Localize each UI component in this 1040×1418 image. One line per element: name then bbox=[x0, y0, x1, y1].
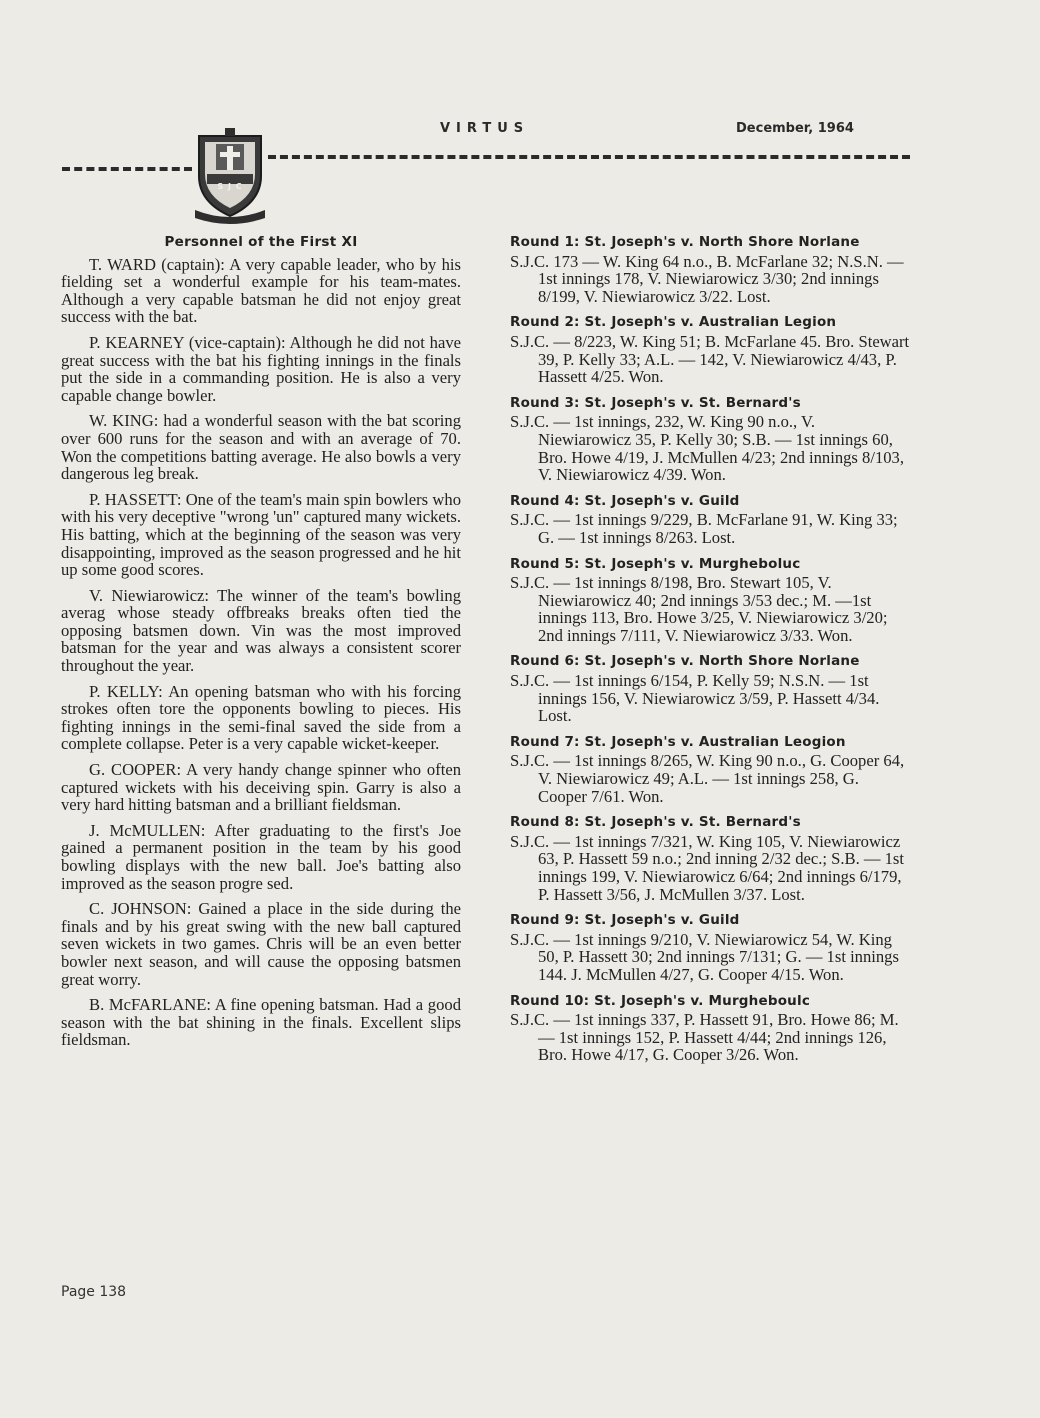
player-paragraph: W. KING: had a wonderful season with the bat scoring over 600 runs for the season and with an average of 70. Won the competitions batting average. He also bowls a very dangerous leg break. bbox=[61, 411, 461, 484]
school-crest-icon bbox=[191, 124, 269, 224]
issue-date: December, 1964 bbox=[736, 121, 854, 136]
round-scores: S.J.C. — 1st innings 8/198, Bro. Stewart 105, V. Niewiarowicz 40; 2nd innings 3/53 dec.; M. —1st innings 113, Bro. Howe 3/25, V. Niewiarowicz 3/20; 2nd innings 7/111, V. Niewiarowicz 3/33. Won. bbox=[510, 573, 888, 645]
round-title: Round 5: St. Joseph's v. Murgheboluc bbox=[510, 555, 801, 572]
round-result bbox=[510, 993, 910, 1064]
personnel-column bbox=[61, 234, 461, 1057]
player-paragraph: B. McFARLANE: A fine opening batsman. Had a good season with the bat shining in the finals. Excellent slips fieldsman. bbox=[61, 995, 461, 1050]
header-rule-left bbox=[62, 167, 192, 171]
results-column bbox=[510, 234, 910, 1073]
round-title: Round 1: St. Joseph's v. North Shore Norlane bbox=[510, 234, 860, 250]
round-title: Round 2: St. Joseph's v. Australian Legion bbox=[510, 314, 837, 331]
player-paragraph: T. WARD (captain): A very capable leader, who by his fielding set a wonderful example for his team-mates. Although a very capable batsman he did not enjoy great success with the bat. bbox=[61, 254, 461, 327]
round-result bbox=[510, 314, 910, 385]
round-result bbox=[510, 493, 910, 547]
round-title: Round 3: St. Joseph's v. St. Bernard's bbox=[510, 394, 801, 411]
round-result bbox=[510, 814, 910, 903]
round-scores: S.J.C. — 1st innings 8/265, W. King 90 n.o., G. Cooper 64, V. Niewiarowicz 49; A.L. — 1st innings 258, G. Cooper 7/61. Won. bbox=[510, 751, 905, 806]
round-scores: S.J.C. — 1st innings 337, P. Hassett 91, Bro. Howe 86; M. — 1st innings 152, P. Hassett 4/44; 2nd innings 126, Bro. Howe 4/17, G. Cooper 3/26. Won. bbox=[510, 1010, 899, 1065]
round-scores: S.J.C. — 1st innings 9/210, V. Niewiarowicz 54, W. King 50, P. Hassett 30; 2nd innings 7/131; G. — 1st innings 144. J. McMullen 4/27, G. Cooper 4/15. Won. bbox=[510, 929, 899, 984]
round-result bbox=[510, 653, 910, 724]
section-title: Personnel of the First XI bbox=[164, 234, 358, 250]
round-scores: S.J.C. — 1st innings 6/154, P. Kelly 59; N.S.N. — 1st innings 156, V. Niewiarowicz 3/59, P. Hassett 4/34. Lost. bbox=[510, 671, 880, 726]
player-paragraph: P. HASSETT: One of the team's main spin bowlers who with his very deceptive "wrong 'un" captured many wickets. His batting, which at the beginning of the season was very disappointing, improved as the season progressed and he hit up some good scores. bbox=[61, 489, 461, 580]
player-paragraph: P. KEARNEY (vice-captain): Although he did not have great success with the bat his fighting innings in the finals put the side in a commanding position. He is also a very capable change bowler. bbox=[61, 332, 461, 405]
round-scores: S.J.C. — 1st innings 7/321, W. King 105, V. Niewiarowicz 63, P. Hassett 59 n.o.; 2nd inning 2/32 dec.; S.B. — 1st innings 199, V. Niewiarowicz 6/64; 2nd innings 6/179, P. Hassett 3/56, J. McMullen 3/37. Lost. bbox=[510, 831, 904, 904]
round-result bbox=[510, 395, 910, 484]
round-result bbox=[510, 912, 910, 983]
round-result bbox=[510, 234, 910, 305]
player-paragraph: C. JOHNSON: Gained a place in the side during the finals and by his great swing with the new ball captured seven wickets in two games. Chris will be an even better bowler next season, and will cause the opposing batsmen great worry. bbox=[61, 899, 461, 989]
round-result bbox=[510, 734, 910, 805]
player-paragraph: J. McMULLEN: After graduating to the first's Joe gained a permanent position in the team by his good bowling displays with the new ball. Joe's batting also improved as the season progre sed. bbox=[61, 820, 461, 893]
round-title: Round 4: St. Joseph's v. Guild bbox=[510, 492, 740, 509]
round-title: Round 6: St. Joseph's v. North Shore Norlane bbox=[510, 653, 860, 670]
header-rule-right bbox=[268, 155, 910, 159]
round-title: Round 8: St. Joseph's v. St. Bernard's bbox=[510, 814, 801, 831]
round-scores: S.J.C. — 1st innings 9/229, B. McFarlane 91, W. King 33; G. — 1st innings 8/263. Lost. bbox=[510, 510, 898, 547]
crest-lettering: S J C bbox=[217, 182, 243, 191]
round-scores: S.J.C. — 1st innings, 232, W. King 90 n.o., V. Niewiarowicz 35, P. Kelly 30; S.B. — 1st innings 60, Bro. Howe 4/19, J. McMullen 4/23; 2nd innings 8/103, V. Niewiarowicz 4/39. Won. bbox=[510, 412, 904, 485]
masthead-title: VIRTUS bbox=[440, 121, 530, 136]
round-scores: S.J.C. 173 — W. King 64 n.o., B. McFarlane 32; N.S.N. — 1st innings 178, V. Niewiarowicz 3/30; 2nd innings 8/199, V. Niewiarowicz 3/22. Lost. bbox=[510, 251, 904, 306]
player-paragraph: G. COOPER: A very handy change spinner who often captured wickets with his deceiving spin. Garry is also a very hard hitting batsman and a brilliant fieldsman. bbox=[61, 760, 461, 815]
player-paragraph: V. Niewiarowicz: The winner of the team's bowling averag whose steady offbreaks breaks often tied the opposing batsmen down. Vin was the most improved batsman for the year and was always a consistent scorer throughout the year. bbox=[61, 585, 461, 676]
round-title: Round 10: St. Joseph's v. Murgheboulc bbox=[510, 992, 811, 1009]
round-title: Round 9: St. Joseph's v. Guild bbox=[510, 912, 740, 929]
page-number: Page 138 bbox=[61, 1284, 127, 1300]
round-scores: S.J.C. — 8/223, W. King 51; B. McFarlane 45. Bro. Stewart 39, P. Kelly 33; A.L. — 142, V. Niewiarowicz 4/43, P. Hassett 4/25. Won. bbox=[510, 331, 910, 387]
round-result bbox=[510, 556, 910, 645]
player-paragraph: P. KELLY: An opening batsman who with his forcing strokes often tore the opponents bowling to pieces. His fighting innings in the semi-final saved the side from a complete collapse. Peter is a very capable wicket-keeper. bbox=[61, 681, 461, 754]
round-title: Round 7: St. Joseph's v. Australian Leogion bbox=[510, 733, 846, 750]
